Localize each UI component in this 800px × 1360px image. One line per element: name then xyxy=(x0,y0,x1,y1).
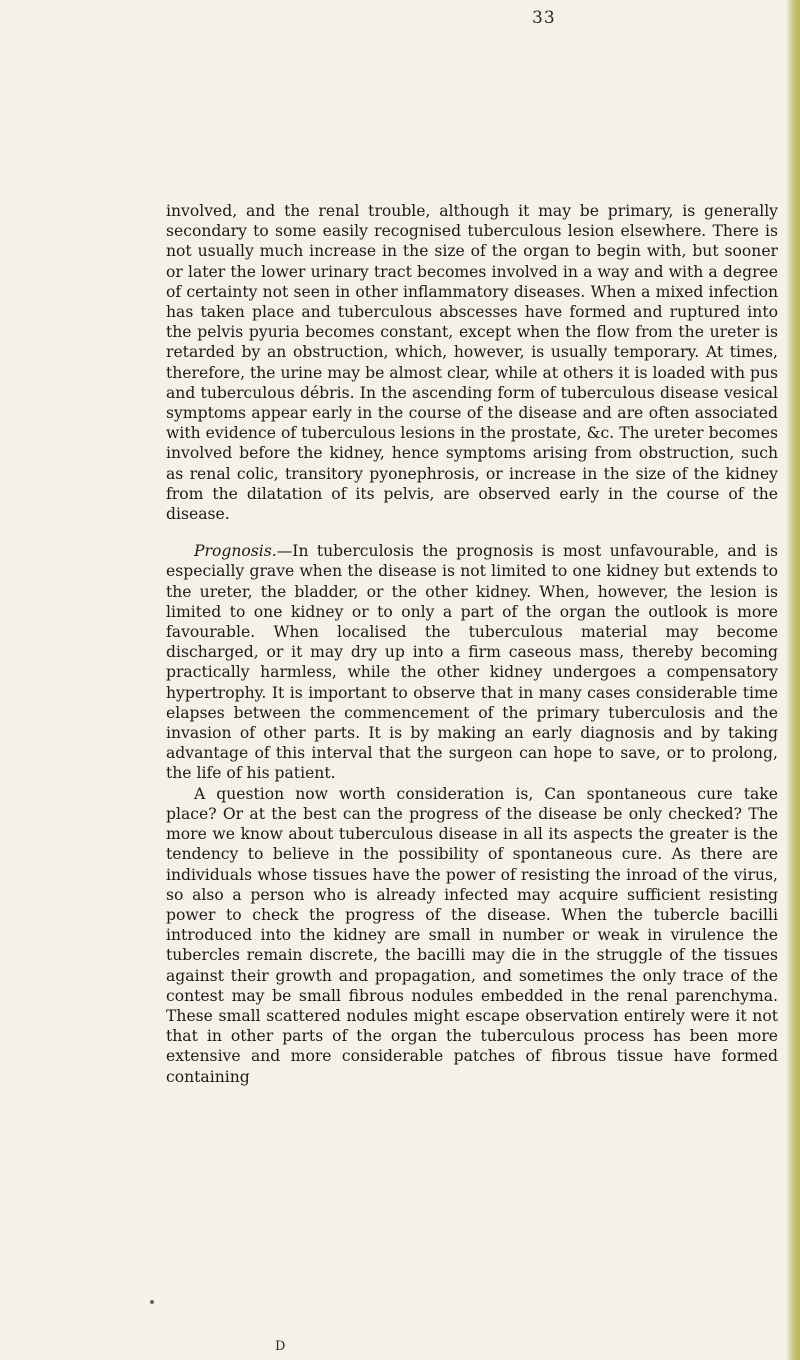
paragraph-text: —In tuberculosis the prognosis is most unfavourable, and is especially grave when the disease is not limited to one kidney but extends to the ureter, the bladder, or the other kidney. When, however, the lesion is limited to one kidney or to only a part of the organ the outlook is more favourable. When localised the tuberculous material may become discharged, or it may dry up into a firm caseous mass, thereby becoming practically harmless, while the other kidney undergoes a compensatory hypertrophy. It is important to observe that in many cases considerable time elapses between the commencement of the primary tuberculosis and the invasion of other parts. It is by making an early diagnosis and by taking advantage of this interval that the surgeon can hope to save, or to prolong, the life of his patient. xyxy=(166,542,778,783)
paragraph-prognosis xyxy=(166,541,778,783)
page-edge-shadow xyxy=(786,0,800,1360)
ink-speck xyxy=(150,1300,154,1304)
paragraph-spontaneous-cure xyxy=(166,784,778,1087)
paragraph-continuation xyxy=(166,201,778,524)
body-text xyxy=(166,201,778,1087)
paragraph-text: involved, and the renal trouble, although it may be primary, is generally secondary to some easily recognised tuberculous lesion elsewhere. There is not usually much increase in the size of the organ to begin with, but sooner or later the lower urinary tract becomes involved in a way and with a degree of certainty not seen in other inflammatory diseases. When a mixed infection has taken place and tuberculous abscesses have formed and ruptured into the pelvis pyuria becomes constant, except when the flow from the ureter is retarded by an obstruction, which, however, is usually temporary. At times, therefore, the urine may be almost clear, while at others it is loaded with pus and tuberculous débris. In the ascending form of tuberculous disease vesical symptoms appear early in the course of the disease and are often associated with evidence of tuberculous lesions in the prostate, &c. The ureter becomes involved before the kidney, hence symptoms arising from obstruction, such as renal colic, transitory pyonephrosis, or increase in the size of the kidney from the dilatation of its pelvis, are observed early in the course of the disease. xyxy=(166,202,778,524)
run-in-heading: Prognosis. xyxy=(194,542,277,561)
page-number: 33 xyxy=(532,8,556,28)
paragraph-text: A question now worth consideration is, Can spontaneous cure take place? Or at the best can the progress of the disease be only checked? The more we know about tuberculous disease in all its aspects the greater is the tendency to believe in the possibility of spontaneous cure. As there are individuals whose tissues have the power of resisting the inroad of the virus, so also a person who is already infected may acquire sufficient resisting power to check the progress of the disease. When the tubercle bacilli introduced into the kidney are small in number or weak in virulence the tubercles remain discrete, the bacilli may die in the struggle of the tissues against their growth and propagation, and sometimes the only trace of the contest may be small fibrous nodules embedded in the renal parenchyma. These small scattered nodules might escape observation entirely were it not that in other parts of the organ the tuberculous process has been more extensive and more considerable patches of fibrous tissue have formed containing xyxy=(166,784,778,1086)
signature-mark: D xyxy=(275,1339,286,1354)
